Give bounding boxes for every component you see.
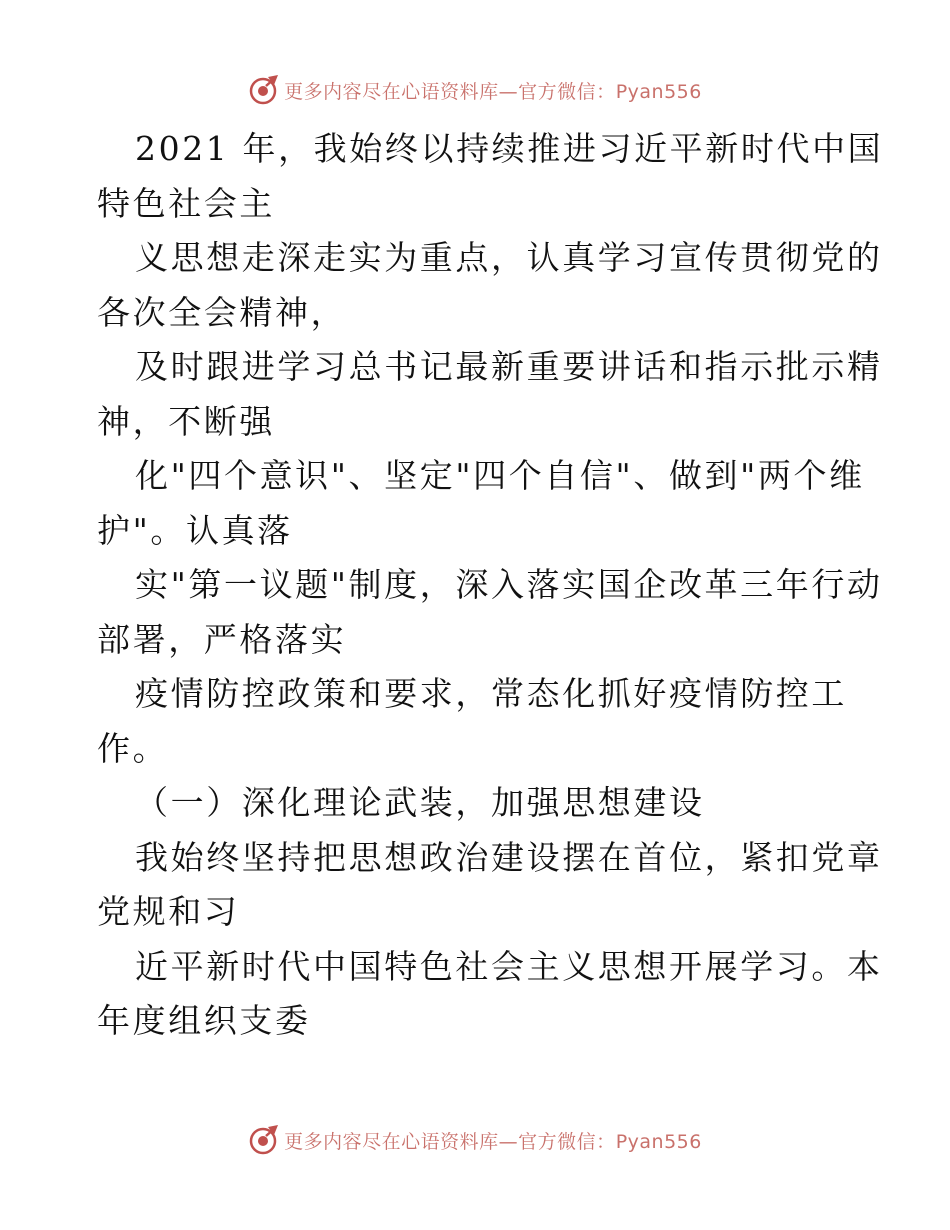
text-line: 部署，严格落实 bbox=[97, 619, 347, 659]
footer-wechat-id: Pyan556 bbox=[615, 1130, 702, 1153]
text-line: 护"。认真落 bbox=[97, 510, 293, 550]
text-line: 2021 年，我始终以持续推进习近平新时代中国 bbox=[135, 129, 884, 168]
text-line: 及时跟进学习总书记最新重要讲话和指示批示精 bbox=[135, 347, 883, 386]
text-line: 疫情防控政策和要求，常态化抓好疫情防控工 bbox=[135, 674, 847, 713]
footer-separator: — bbox=[498, 1130, 519, 1153]
text-line: 我始终坚持把思想政治建设摆在首位，紧扣党章 bbox=[135, 837, 883, 877]
pen-logo-icon bbox=[248, 1124, 280, 1156]
text-line: 党规和习 bbox=[97, 892, 240, 931]
header-banner-text bbox=[284, 77, 702, 104]
header-separator: — bbox=[498, 80, 519, 103]
footer-banner-text bbox=[284, 1127, 702, 1154]
text-line: 化"四个意识"、坚定"四个自信"、做到"两个维 bbox=[135, 456, 865, 495]
header-wechat-id: Pyan556 bbox=[615, 80, 702, 103]
text-line: 特色社会主 bbox=[97, 183, 275, 223]
section-heading: （一）深化理论武装，加强思想建设 bbox=[135, 783, 705, 822]
header-site-text: 更多内容尽在心语资料库 bbox=[284, 80, 499, 103]
footer-banner bbox=[0, 1120, 950, 1160]
pen-logo-icon bbox=[248, 74, 280, 106]
text-line: 近平新时代中国特色社会主义思想开展学习。本 bbox=[135, 946, 883, 986]
text-line: 实"第一议题"制度，深入落实国企改革三年行动 bbox=[135, 565, 883, 604]
header-banner bbox=[0, 70, 950, 110]
text-line: 年度组织支委 bbox=[97, 1001, 311, 1040]
text-line: 作。 bbox=[97, 728, 169, 768]
document-body bbox=[97, 122, 884, 1049]
footer-site-text: 更多内容尽在心语资料库 bbox=[284, 1130, 499, 1153]
text-line: 各次全会精神， bbox=[97, 292, 347, 332]
footer-wechat-label: 官方微信： bbox=[518, 1130, 616, 1153]
header-wechat-label: 官方微信： bbox=[518, 80, 616, 103]
text-line: 义思想走深走实为重点，认真学习宣传贯彻党的 bbox=[135, 238, 883, 277]
text-line: 神，不断强 bbox=[97, 401, 275, 441]
